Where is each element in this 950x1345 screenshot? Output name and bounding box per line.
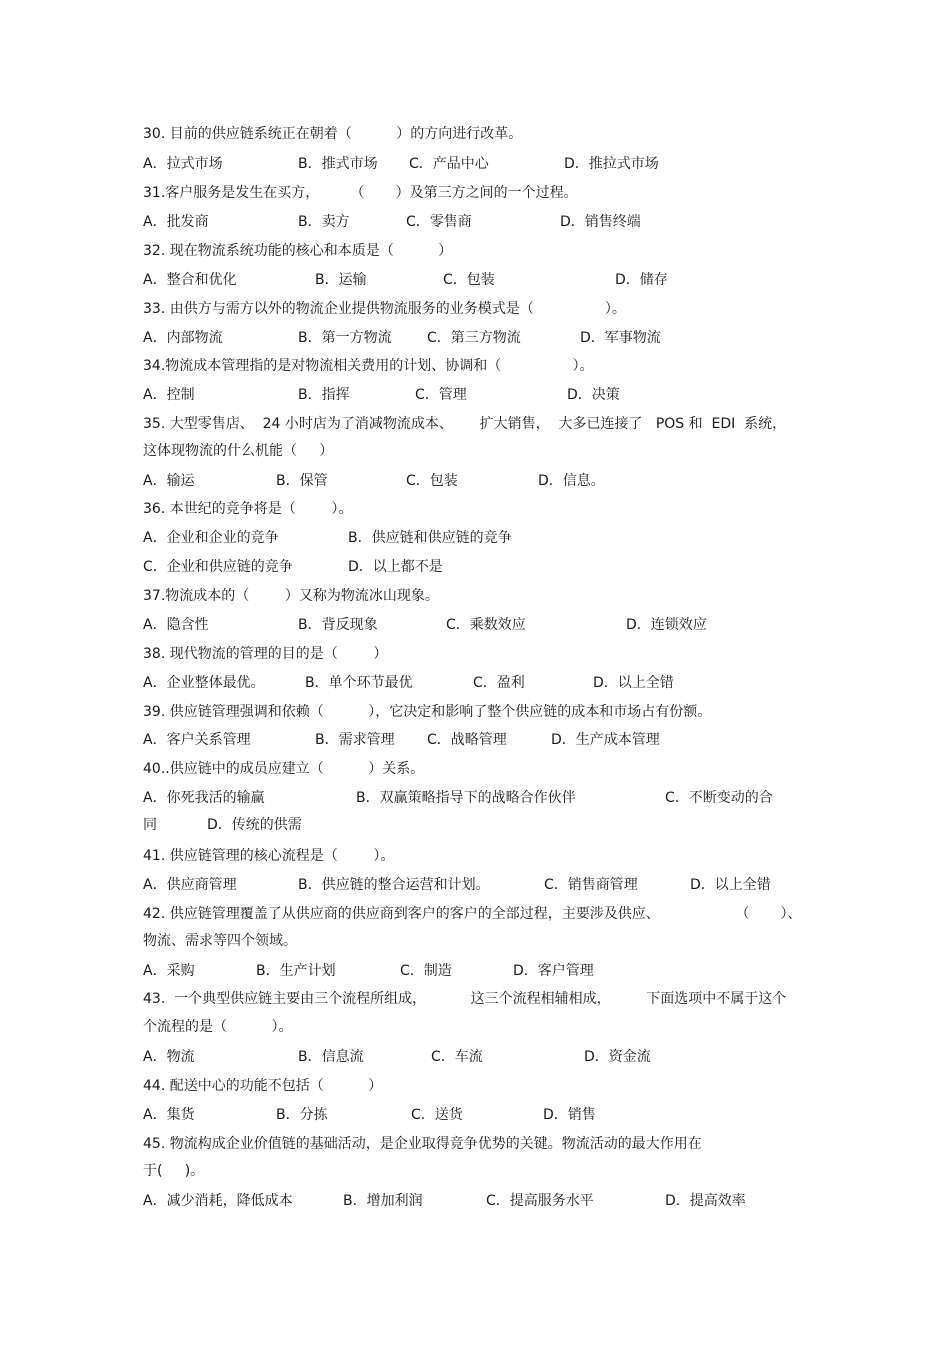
- question-31: 31.客户服务是发生在买方， （ ）及第三方之间的一个过程。: [143, 185, 578, 201]
- option-c: C．提高服务水平: [486, 1193, 594, 1209]
- option-d: D．提高效率: [665, 1193, 746, 1209]
- options-45: [143, 1192, 746, 1300]
- option-c: C．乘数效应: [446, 617, 526, 633]
- option-c: C．制造: [400, 963, 452, 979]
- option-c: C．零售商: [406, 214, 472, 230]
- option-c: C．产品中心: [409, 156, 489, 172]
- option-d: D．军事物流: [580, 330, 661, 346]
- question-45: 45. 物流构成企业价值链的基础活动，是企业取得竞争优势的关键。物流活动的最大作用在: [143, 1136, 702, 1152]
- option-a: A．输运: [143, 473, 195, 489]
- question-34: 34.物流成本管理指的是对物流相关费用的计划、协调和（ ）。: [143, 358, 594, 374]
- option-c: C．战略管理: [427, 732, 507, 748]
- option-b: B．保管: [276, 473, 328, 489]
- option-c: C．送货: [411, 1107, 463, 1123]
- option-a: A．客户关系管理: [143, 732, 251, 748]
- option-b: B．双赢策略指导下的战略合作伙伴: [356, 790, 576, 806]
- option-d: D．信息。: [538, 473, 605, 489]
- option-b: B．指挥: [298, 387, 350, 403]
- question-43: 43. 一个典型供应链主要由三个流程所组成， 这三个流程相辅相成， 下面选项中不属于这个: [143, 991, 787, 1007]
- option-a: A．供应商管理: [143, 877, 237, 893]
- option-b: B．供应链和供应链的竞争: [348, 530, 512, 546]
- option-d: D．生产成本管理: [551, 732, 660, 748]
- option-c: C．包装: [406, 473, 458, 489]
- question-45-cont: 于( )。: [143, 1163, 205, 1179]
- question-41: 41. 供应链管理的核心流程是（ ）。: [143, 848, 395, 864]
- question-39: 39. 供应链管理强调和依赖（ ），它决定和影响了整个供应链的成本和市场占有份额。: [143, 704, 712, 720]
- question-40: 40..供应链中的成员应建立（ ）关系。: [143, 761, 425, 777]
- option-a: A．减少消耗，降低成本: [143, 1193, 293, 1209]
- question-33: 33. 由供方与需方以外的物流企业提供物流服务的业务模式是（ ）。: [143, 301, 626, 317]
- option-a: A．物流: [143, 1049, 195, 1065]
- option-b: B．卖方: [298, 214, 350, 230]
- option-d: D．决策: [567, 387, 620, 403]
- question-37: 37.物流成本的（ ）又称为物流冰山现象。: [143, 588, 439, 604]
- option-d: D．以上全错: [593, 675, 674, 691]
- option-a: A．整合和优化: [143, 272, 237, 288]
- option-d: D．储存: [615, 272, 668, 288]
- option-b: B．信息流: [298, 1049, 364, 1065]
- option-a: A．拉式市场: [143, 156, 223, 172]
- option-d: D．连锁效应: [626, 617, 707, 633]
- option-c: C．销售商管理: [544, 877, 638, 893]
- option-c: C．不断变动的合: [665, 790, 773, 806]
- option-d: D．传统的供需: [207, 817, 302, 833]
- question-32: 32. 现在物流系统功能的核心和本质是（ ）: [143, 243, 453, 259]
- option-a: A．控制: [143, 387, 195, 403]
- option-d: D．以上都不是: [348, 559, 443, 575]
- option-a: A．集货: [143, 1107, 195, 1123]
- option-a: A．企业和企业的竞争: [143, 530, 279, 546]
- option-b: B．供应链的整合运营和计划。: [298, 877, 490, 893]
- option-d: D．以上全错: [690, 877, 771, 893]
- question-38: 38. 现代物流的管理的目的是（ ）: [143, 646, 388, 662]
- question-30: 30. 目前的供应链系统正在朝着（ ）的方向进行改革。: [143, 126, 523, 142]
- option-d: D．销售: [543, 1107, 596, 1123]
- option-c: C．管理: [415, 387, 467, 403]
- question-42-cont: 物流、需求等四个领域。: [143, 933, 297, 949]
- option-b: B．第一方物流: [298, 330, 392, 346]
- question-42: 42. 供应链管理覆盖了从供应商的供应商到客户的客户的全部过程，主要涉及供应、 （ ）、: [143, 906, 802, 922]
- question-35: 35. 大型零售店、 24 小时店为了消减物流成本、 扩大销售， 大多已连接了 POS 和 EDI 系统，: [143, 416, 787, 432]
- question-35-cont: 这体现物流的什么机能（ ）: [143, 443, 334, 459]
- option-a: A．批发商: [143, 214, 209, 230]
- option-c-cont: 同: [143, 817, 157, 833]
- option-d: D．销售终端: [560, 214, 641, 230]
- option-a: A．隐含性: [143, 617, 209, 633]
- option-b: B．推式市场: [298, 156, 378, 172]
- option-d: D．推拉式市场: [564, 156, 659, 172]
- option-c: C．包装: [443, 272, 495, 288]
- option-b: B．单个环节最优: [305, 675, 413, 691]
- question-43-cont: 个流程的是（ ）。: [143, 1019, 293, 1035]
- option-a: A．采购: [143, 963, 195, 979]
- option-a: A．你死我活的输赢: [143, 790, 265, 806]
- option-a: A．企业整体最优。: [143, 675, 265, 691]
- option-d: D．客户管理: [513, 963, 594, 979]
- option-b: B．分拣: [276, 1107, 328, 1123]
- option-c: C．盈利: [473, 675, 525, 691]
- option-b: B．需求管理: [315, 732, 395, 748]
- option-c: C．第三方物流: [427, 330, 521, 346]
- option-d: D．资金流: [584, 1049, 651, 1065]
- option-b: B．生产计划: [256, 963, 336, 979]
- option-b: B．背反现象: [298, 617, 378, 633]
- option-b: B．增加利润: [343, 1193, 423, 1209]
- option-c: C．企业和供应链的竞争: [143, 559, 293, 575]
- option-c: C．车流: [431, 1049, 483, 1065]
- question-44: 44. 配送中心的功能不包括（ ）: [143, 1078, 383, 1094]
- option-b: B．运输: [315, 272, 367, 288]
- question-36: 36. 本世纪的竞争将是（ ）。: [143, 501, 353, 517]
- option-a: A．内部物流: [143, 330, 223, 346]
